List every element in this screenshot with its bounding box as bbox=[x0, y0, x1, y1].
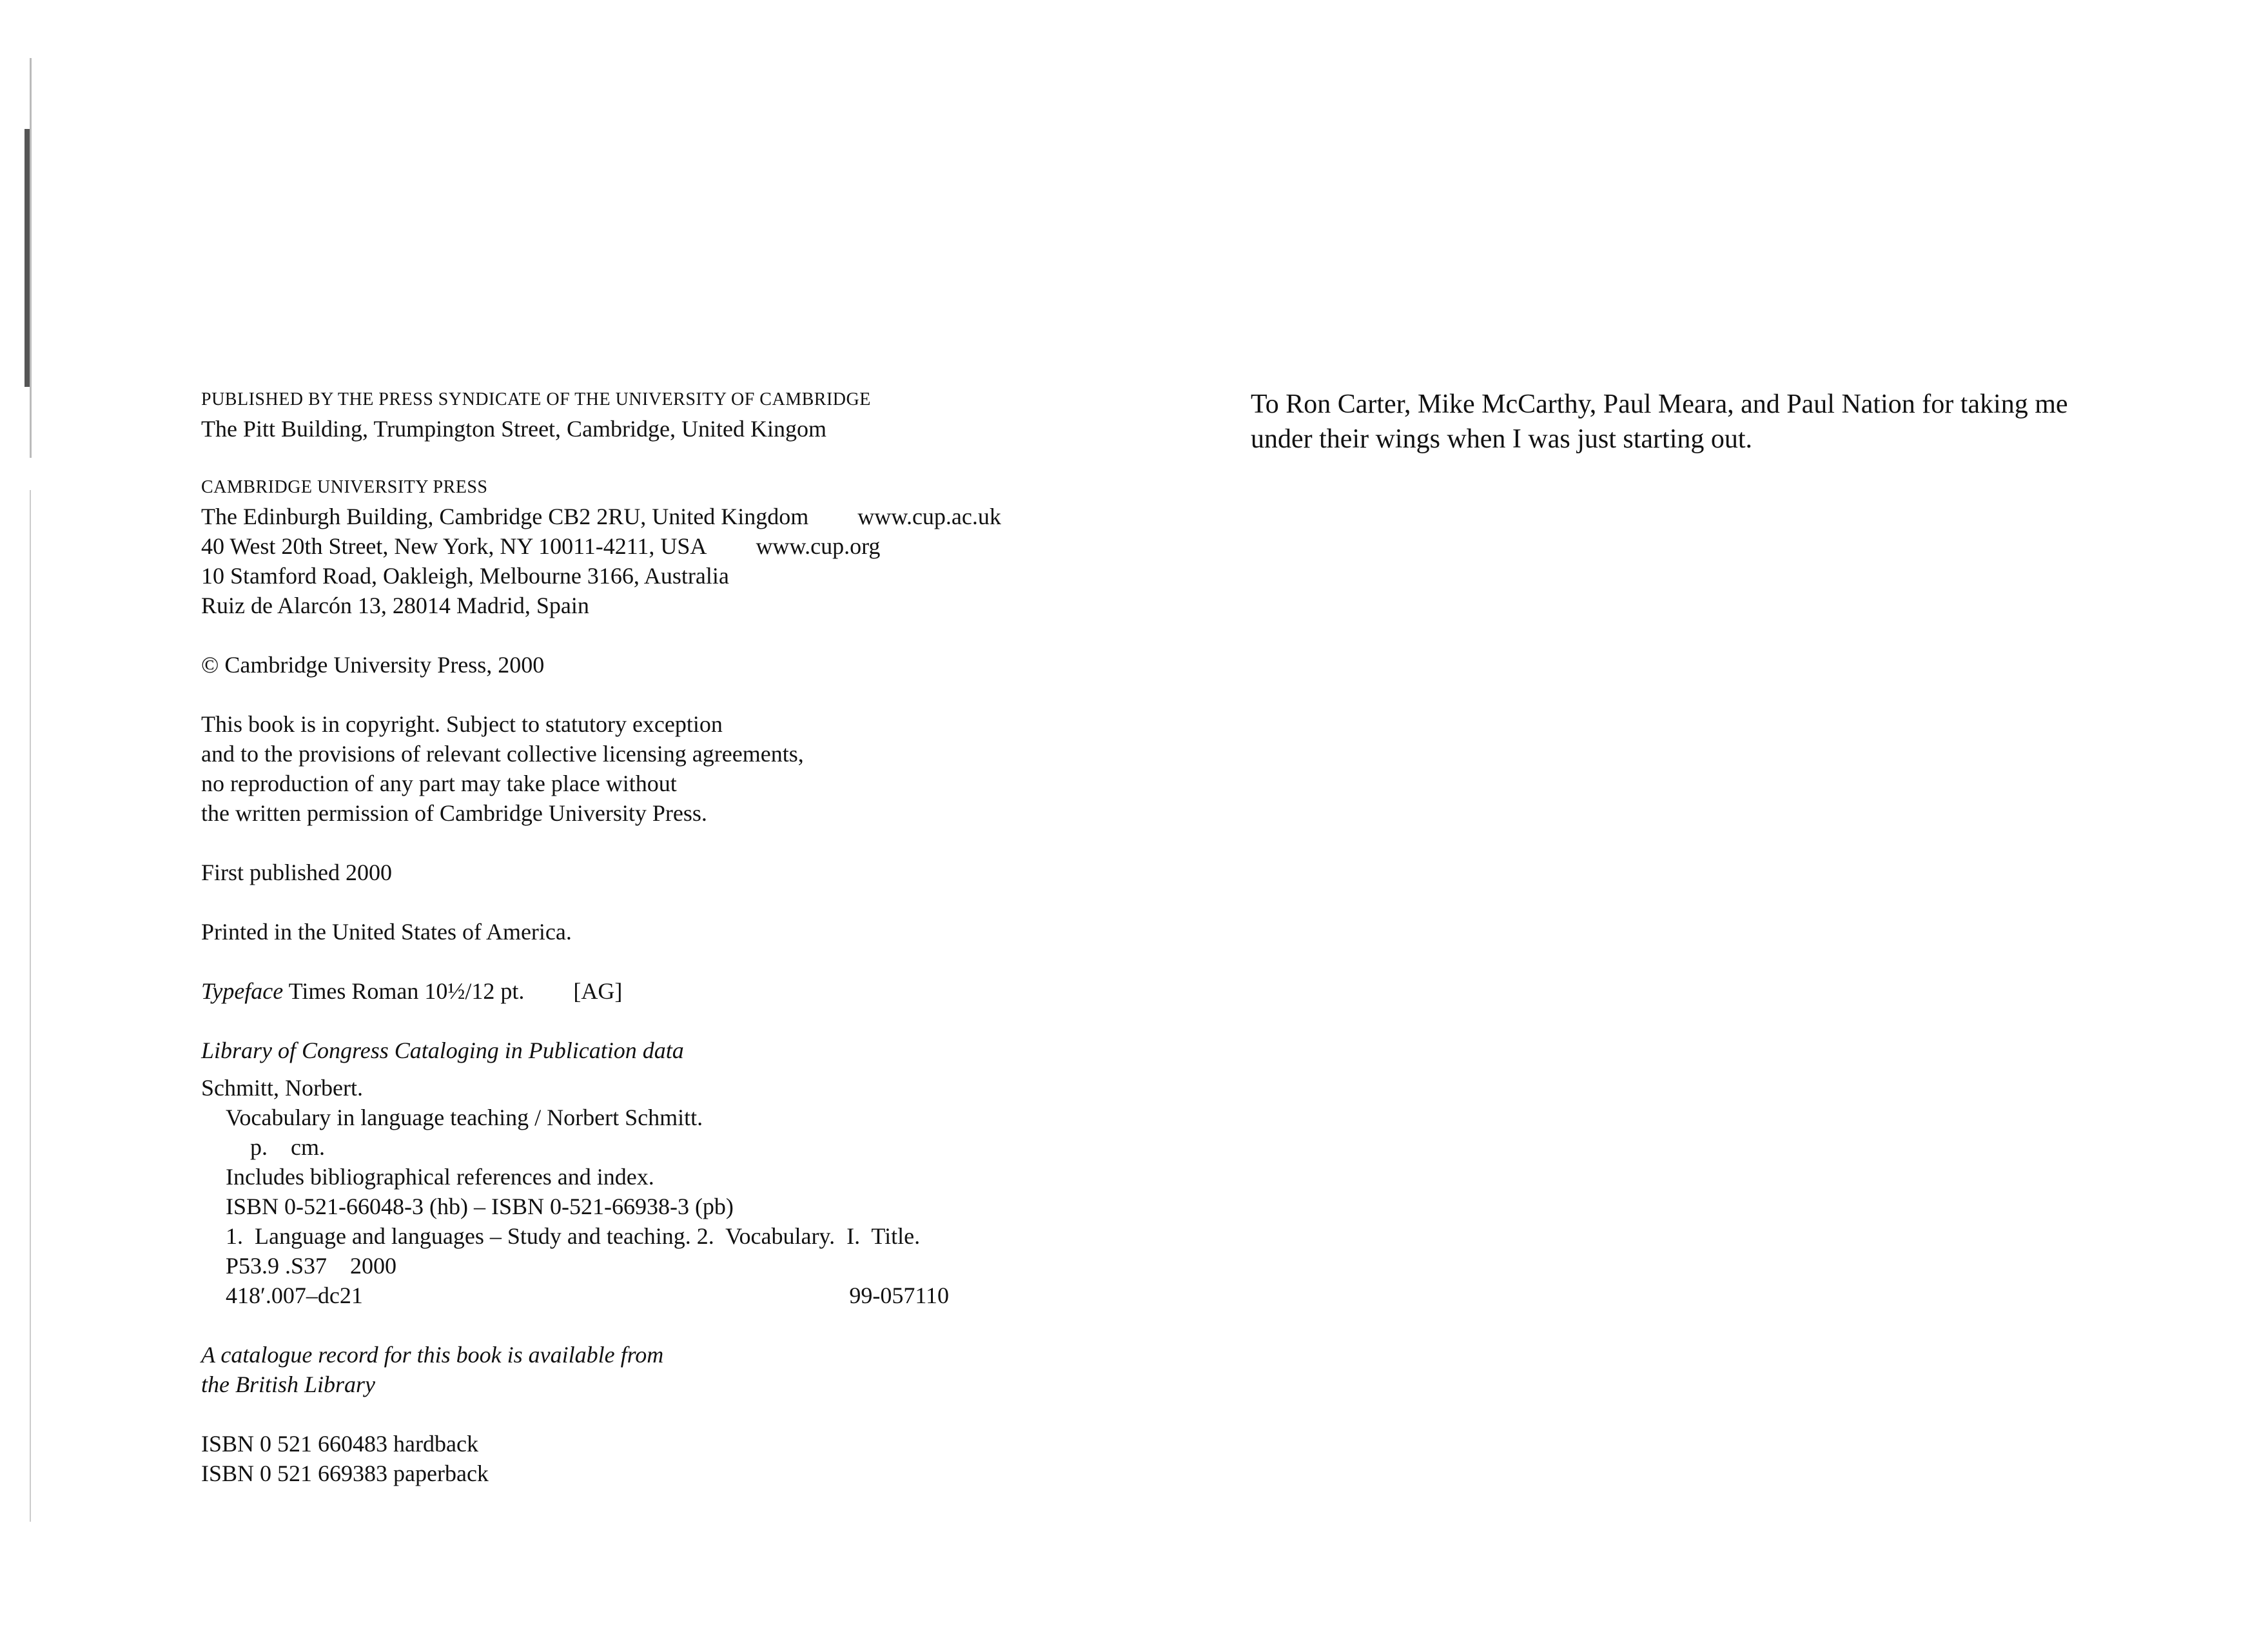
address-text: Ruiz de Alarcón 13, 28014 Madrid, Spain bbox=[201, 593, 589, 618]
copyright-notice-line: no reproduction of any part may take place without bbox=[201, 771, 677, 796]
dedication-text: To Ron Carter, Mike McCarthy, Paul Meara, and Paul Nation for taking me under their wings when I was just starting out. bbox=[1251, 389, 2068, 454]
cip-pages: p. cm. bbox=[250, 1134, 325, 1160]
press-heading: CAMBRIDGE UNIVERSITY PRESS bbox=[201, 477, 488, 497]
loc-heading: Library of Congress Cataloging in Publication data bbox=[201, 1037, 684, 1063]
publisher-address: The Pitt Building, Trumpington Street, Cambridge, United Kingom bbox=[201, 416, 826, 442]
cip-title: Vocabulary in language teaching / Norbert Schmitt. bbox=[226, 1105, 703, 1130]
cip-includes: Includes bibliographical references and index. bbox=[226, 1164, 654, 1190]
dedication-page bbox=[1251, 387, 2153, 457]
address-row bbox=[201, 502, 1104, 531]
british-library-line: A catalogue record for this book is available from bbox=[201, 1342, 664, 1368]
address-row bbox=[201, 531, 1104, 561]
isbn-paperback: ISBN 0 521 669383 paperback bbox=[201, 1460, 489, 1486]
isbn-hardback: ISBN 0 521 660483 hardback bbox=[201, 1431, 478, 1457]
cip-dewey-row bbox=[201, 1281, 949, 1310]
address-text: 40 West 20th Street, New York, NY 10011-4211, USA bbox=[201, 533, 707, 559]
copyright-notice-line: and to the provisions of relevant collective licensing agreements, bbox=[201, 741, 804, 767]
cip-author: Schmitt, Norbert. bbox=[201, 1075, 363, 1101]
printed-in: Printed in the United States of America. bbox=[201, 919, 572, 945]
scan-edge-mark bbox=[30, 58, 32, 458]
first-published: First published 2000 bbox=[201, 860, 393, 885]
british-library-line: the British Library bbox=[201, 1372, 376, 1397]
copyright-notice-line: This book is in copyright. Subject to statutory exception bbox=[201, 711, 723, 737]
scan-edge-mark bbox=[24, 129, 30, 387]
address-text: The Edinburgh Building, Cambridge CB2 2RU, United Kingdom bbox=[201, 504, 809, 529]
copyright-line: © Cambridge University Press, 2000 bbox=[201, 652, 545, 678]
cip-subjects: 1. Language and languages – Study and teaching. 2. Vocabulary. I. Title. bbox=[226, 1223, 921, 1249]
cip-lccn: 99-057110 bbox=[849, 1283, 949, 1308]
scan-edge-mark bbox=[30, 490, 31, 1522]
publisher-heading: PUBLISHED BY THE PRESS SYNDICATE OF THE UNIVERSITY OF CAMBRIDGE bbox=[201, 389, 871, 409]
cip-isbn: ISBN 0-521-66048-3 (hb) – ISBN 0-521-66938-3 (pb) bbox=[226, 1194, 734, 1219]
copyright-page bbox=[201, 386, 1104, 1488]
address-url: www.cup.org bbox=[756, 533, 881, 559]
copyright-notice-line: the written permission of Cambridge University Press. bbox=[201, 800, 707, 826]
typeface-code: [AG] bbox=[573, 978, 623, 1004]
typeface-value: Times Roman 10½/12 pt. bbox=[288, 978, 525, 1004]
typeface-line bbox=[201, 976, 1104, 1006]
address-url: www.cup.ac.uk bbox=[857, 504, 1001, 529]
typeface-label: Typeface bbox=[201, 978, 284, 1004]
cip-dewey: 418′.007–dc21 bbox=[226, 1283, 363, 1308]
address-text: 10 Stamford Road, Oakleigh, Melbourne 3166, Australia bbox=[201, 563, 729, 589]
cip-call-number: P53.9 .S37 2000 bbox=[226, 1253, 397, 1279]
